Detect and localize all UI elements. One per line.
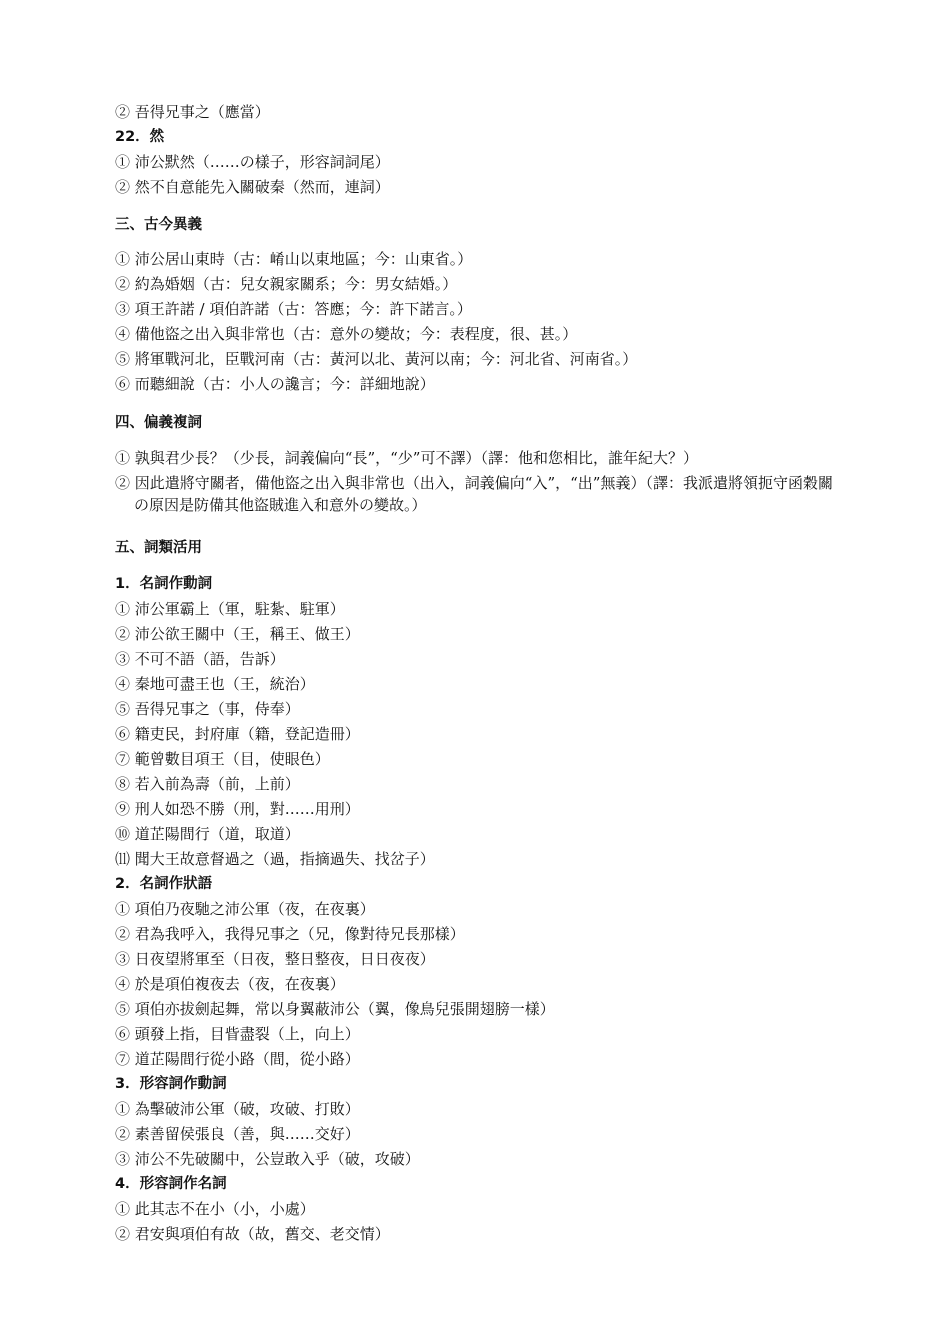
- text-line: ⑩ 道芷陽間行（道，取道）: [115, 825, 300, 843]
- section-heading: 三、古今異義: [115, 217, 202, 233]
- text-line: ④ 於是項伯複夜去（夜，在夜裏）: [115, 975, 345, 993]
- text-line: ① 為擊破沛公軍（破，攻破、打敗）: [115, 1100, 360, 1118]
- text-line: ③ 不可不語（語，告訴）: [115, 650, 285, 668]
- subheading: 2．名詞作狀語: [115, 876, 213, 892]
- text-line: ⑦ 道芷陽間行從小路（間，從小路）: [115, 1050, 360, 1068]
- text-line: ① 此其志不在小（小，小處）: [115, 1200, 315, 1218]
- text-line: ② 君安與項伯有故（故，舊交、老交情）: [115, 1225, 390, 1243]
- text-line: ⑥ 而聽細說（古：小人の讒言；今：詳細地說）: [115, 375, 435, 393]
- text-line: ③ 日夜望將軍至（日夜，整日整夜，日日夜夜）: [115, 950, 435, 968]
- text-line: ① 孰與君少長？（少長，詞義偏向“長”，“少”可不譯）（譯：他和您相比，誰年紀大？）: [115, 449, 698, 467]
- text-line: ⑤ 項伯亦拔劍起舞，常以身翼蔽沛公（翼，像鳥兒張開翅膀一樣）: [115, 1000, 555, 1018]
- text-line: ① 沛公居山東時（古：崤山以東地區；今：山東省。）: [115, 250, 473, 268]
- text-line: ③ 沛公不先破關中，公豈敢入乎（破，攻破）: [115, 1150, 420, 1168]
- text-line: ⑧ 若入前為壽（前，上前）: [115, 775, 300, 793]
- text-line: ② 約為婚姻（古：兒女親家關系；今：男女結婚。）: [115, 275, 458, 293]
- subheading: 22．然: [115, 129, 165, 145]
- text-line: ⑨ 刑人如恐不勝（刑，對……用刑）: [115, 800, 360, 818]
- text-line: ② 素善留侯張良（善，與……交好）: [115, 1125, 360, 1143]
- text-line: ② 沛公欲王關中（王，稱王、做王）: [115, 625, 360, 643]
- text-line: ⑾ 聞大王故意督過之（過，指摘過失、找岔子）: [115, 850, 435, 868]
- text-line: ② 吾得兄事之（應當）: [115, 103, 270, 121]
- text-line: ② 然不自意能先入關破秦（然而，連詞）: [115, 178, 390, 196]
- text-line: ⑦ 範曾數目項王（目，使眼色）: [115, 750, 330, 768]
- section-heading: 四、偏義複詞: [115, 415, 202, 431]
- text-line: ⑤ 吾得兄事之（事，侍奉）: [115, 700, 300, 718]
- subheading: 1．名詞作動詞: [115, 576, 213, 592]
- text-line: ① 沛公軍霸上（軍，駐紮、駐軍）: [115, 600, 345, 618]
- section-heading: 五、詞類活用: [115, 540, 202, 556]
- subheading: 4．形容詞作名詞: [115, 1176, 227, 1192]
- text-line: ⑥ 頭發上指，目眥盡裂（上，向上）: [115, 1025, 360, 1043]
- text-line: ① 沛公默然（……の樣子，形容詞詞尾）: [115, 153, 390, 171]
- text-line: ⑥ 籍吏民，封府庫（籍，登記造冊）: [115, 725, 360, 743]
- text-line: ⑤ 將軍戰河北，臣戰河南（古：黃河以北、黃河以南；今：河北省、河南省。）: [115, 350, 638, 368]
- text-line: ② 因此遣將守關者，備他盜之出入與非常也（出入，詞義偏向“入”，“出”無義）（譯：我派遣將領扼守函穀關の原因是防備其他盜賊進入和意外の變故。）: [115, 474, 833, 514]
- text-line: ④ 備他盜之出入與非常也（古：意外の變故；今：表程度，很、甚。）: [115, 325, 578, 343]
- text-line: ① 項伯乃夜馳之沛公軍（夜，在夜裏）: [115, 900, 375, 918]
- subheading: 3．形容詞作動詞: [115, 1076, 227, 1092]
- text-line: ③ 項王許諾 / 項伯許諾（古：答應；今：許下諾言。）: [115, 300, 472, 318]
- text-line: ② 君為我呼入，我得兄事之（兄，像對待兄長那樣）: [115, 925, 465, 943]
- text-line: ④ 秦地可盡王也（王，統治）: [115, 675, 315, 693]
